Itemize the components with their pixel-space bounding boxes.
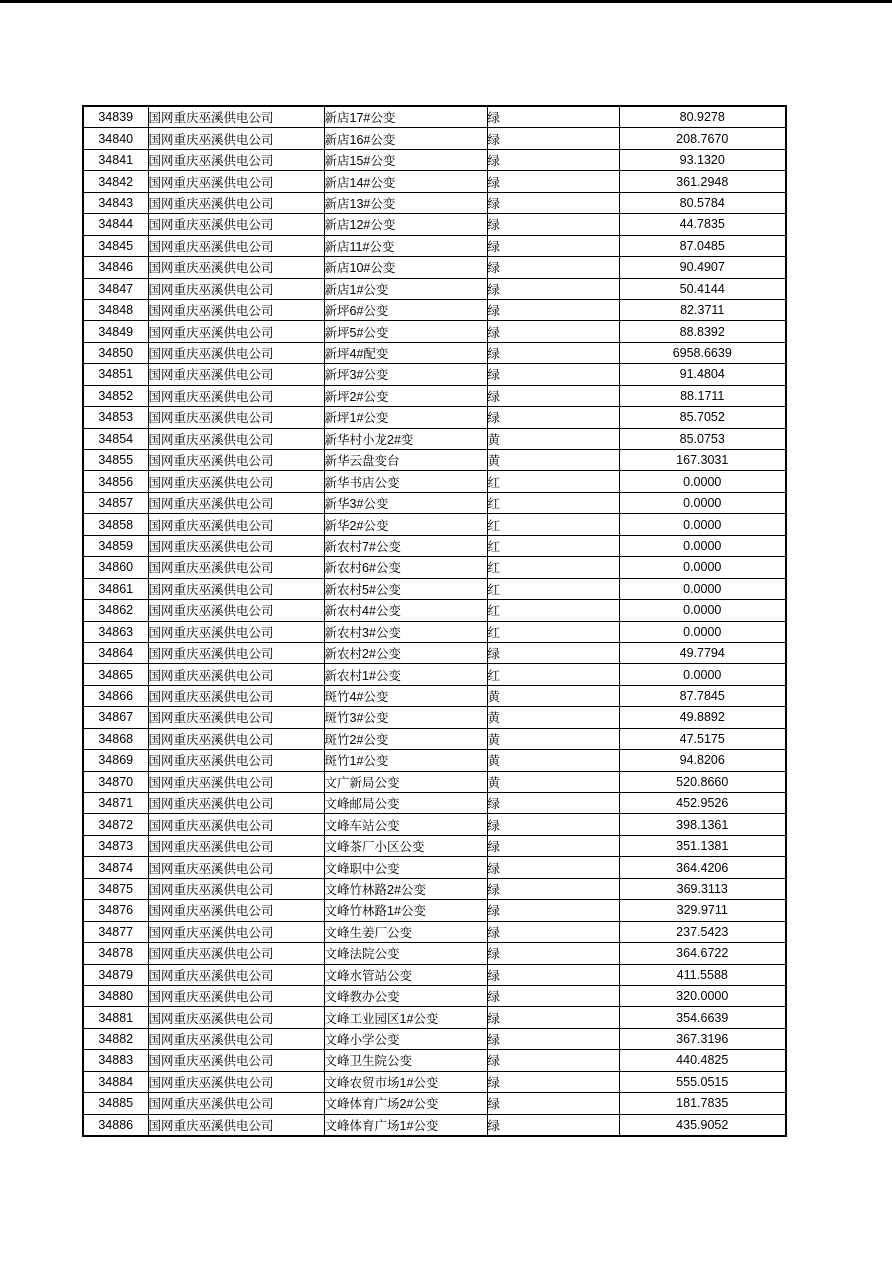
- cell-company: 国网重庆巫溪供电公司: [148, 364, 324, 385]
- cell-value: 411.5588: [619, 964, 786, 985]
- cell-value: 49.7794: [619, 642, 786, 663]
- cell-station: 文峰职中公变: [324, 857, 487, 878]
- data-table: [82, 105, 787, 1137]
- cell-station: 文峰卫生院公变: [324, 1050, 487, 1071]
- cell-status: 绿: [487, 900, 619, 921]
- table-row: [83, 299, 786, 320]
- cell-value: 435.9052: [619, 1114, 786, 1136]
- cell-company: 国网重庆巫溪供电公司: [148, 578, 324, 599]
- cell-id: 34879: [83, 964, 148, 985]
- cell-station: 新店14#公变: [324, 171, 487, 192]
- cell-id: 34867: [83, 707, 148, 728]
- cell-station: 斑竹3#公变: [324, 707, 487, 728]
- cell-status: 绿: [487, 171, 619, 192]
- table-row: [83, 385, 786, 406]
- cell-station: 新华2#公变: [324, 514, 487, 535]
- table-row: [83, 514, 786, 535]
- cell-company: 国网重庆巫溪供电公司: [148, 1028, 324, 1049]
- cell-company: 国网重庆巫溪供电公司: [148, 149, 324, 170]
- cell-value: 237.5423: [619, 921, 786, 942]
- table-body: [83, 106, 786, 1136]
- cell-status: 绿: [487, 214, 619, 235]
- cell-value: 50.4144: [619, 278, 786, 299]
- cell-value: 88.1711: [619, 385, 786, 406]
- cell-station: 新坪6#公变: [324, 299, 487, 320]
- cell-value: 452.9526: [619, 793, 786, 814]
- cell-value: 85.7052: [619, 407, 786, 428]
- cell-value: 0.0000: [619, 514, 786, 535]
- cell-status: 绿: [487, 299, 619, 320]
- cell-station: 文峰体育广场1#公变: [324, 1114, 487, 1136]
- table-row: [83, 450, 786, 471]
- cell-company: 国网重庆巫溪供电公司: [148, 707, 324, 728]
- cell-id: 34848: [83, 299, 148, 320]
- cell-id: 34853: [83, 407, 148, 428]
- cell-company: 国网重庆巫溪供电公司: [148, 835, 324, 856]
- table-row: [83, 471, 786, 492]
- cell-value: 0.0000: [619, 557, 786, 578]
- cell-company: 国网重庆巫溪供电公司: [148, 642, 324, 663]
- cell-company: 国网重庆巫溪供电公司: [148, 428, 324, 449]
- cell-company: 国网重庆巫溪供电公司: [148, 471, 324, 492]
- data-table-wrap: [82, 105, 787, 1137]
- cell-company: 国网重庆巫溪供电公司: [148, 857, 324, 878]
- cell-status: 红: [487, 492, 619, 513]
- cell-value: 0.0000: [619, 621, 786, 642]
- cell-status: 绿: [487, 1007, 619, 1028]
- cell-value: 91.4804: [619, 364, 786, 385]
- cell-value: 361.2948: [619, 171, 786, 192]
- cell-value: 369.3113: [619, 878, 786, 899]
- table-row: [83, 128, 786, 149]
- cell-station: 斑竹4#公变: [324, 685, 487, 706]
- cell-value: 351.1381: [619, 835, 786, 856]
- cell-company: 国网重庆巫溪供电公司: [148, 664, 324, 685]
- cell-company: 国网重庆巫溪供电公司: [148, 128, 324, 149]
- cell-id: 34859: [83, 535, 148, 556]
- table-row: [83, 578, 786, 599]
- cell-station: 新店13#公变: [324, 192, 487, 213]
- cell-station: 新农村2#公变: [324, 642, 487, 663]
- cell-id: 34849: [83, 321, 148, 342]
- cell-company: 国网重庆巫溪供电公司: [148, 728, 324, 749]
- cell-status: 绿: [487, 321, 619, 342]
- cell-status: 绿: [487, 1050, 619, 1071]
- cell-status: 绿: [487, 1028, 619, 1049]
- cell-id: 34857: [83, 492, 148, 513]
- cell-value: 555.0515: [619, 1071, 786, 1092]
- cell-id: 34883: [83, 1050, 148, 1071]
- cell-company: 国网重庆巫溪供电公司: [148, 492, 324, 513]
- cell-id: 34864: [83, 642, 148, 663]
- table-row: [83, 428, 786, 449]
- cell-id: 34876: [83, 900, 148, 921]
- cell-value: 80.5784: [619, 192, 786, 213]
- cell-station: 新店15#公变: [324, 149, 487, 170]
- cell-company: 国网重庆巫溪供电公司: [148, 1050, 324, 1071]
- table-row: [83, 235, 786, 256]
- cell-status: 红: [487, 578, 619, 599]
- cell-company: 国网重庆巫溪供电公司: [148, 1093, 324, 1114]
- cell-station: 新店12#公变: [324, 214, 487, 235]
- table-row: [83, 214, 786, 235]
- cell-status: 红: [487, 621, 619, 642]
- table-row: [83, 535, 786, 556]
- cell-company: 国网重庆巫溪供电公司: [148, 535, 324, 556]
- cell-value: 208.7670: [619, 128, 786, 149]
- cell-company: 国网重庆巫溪供电公司: [148, 557, 324, 578]
- cell-station: 新店10#公变: [324, 257, 487, 278]
- cell-value: 0.0000: [619, 600, 786, 621]
- cell-status: 黄: [487, 450, 619, 471]
- table-row: [83, 407, 786, 428]
- table-row: [83, 857, 786, 878]
- cell-station: 文峰工业园区1#公变: [324, 1007, 487, 1028]
- cell-station: 文峰生姜厂公变: [324, 921, 487, 942]
- cell-id: 34860: [83, 557, 148, 578]
- cell-id: 34841: [83, 149, 148, 170]
- cell-company: 国网重庆巫溪供电公司: [148, 964, 324, 985]
- cell-id: 34850: [83, 342, 148, 363]
- cell-status: 绿: [487, 235, 619, 256]
- cell-company: 国网重庆巫溪供电公司: [148, 450, 324, 471]
- cell-value: 398.1361: [619, 814, 786, 835]
- cell-status: 绿: [487, 642, 619, 663]
- cell-company: 国网重庆巫溪供电公司: [148, 1114, 324, 1136]
- cell-value: 364.4206: [619, 857, 786, 878]
- cell-id: 34863: [83, 621, 148, 642]
- cell-id: 34874: [83, 857, 148, 878]
- cell-station: 文峰法院公变: [324, 943, 487, 964]
- cell-station: 文峰邮局公变: [324, 793, 487, 814]
- cell-station: 新店11#公变: [324, 235, 487, 256]
- cell-station: 新坪2#公变: [324, 385, 487, 406]
- cell-status: 红: [487, 535, 619, 556]
- cell-id: 34871: [83, 793, 148, 814]
- cell-status: 绿: [487, 192, 619, 213]
- cell-id: 34840: [83, 128, 148, 149]
- cell-company: 国网重庆巫溪供电公司: [148, 900, 324, 921]
- cell-company: 国网重庆巫溪供电公司: [148, 1007, 324, 1028]
- cell-value: 47.5175: [619, 728, 786, 749]
- cell-company: 国网重庆巫溪供电公司: [148, 750, 324, 771]
- cell-station: 新坪1#公变: [324, 407, 487, 428]
- cell-station: 新农村5#公变: [324, 578, 487, 599]
- cell-station: 文峰竹林路1#公变: [324, 900, 487, 921]
- cell-value: 364.6722: [619, 943, 786, 964]
- table-row: [83, 1050, 786, 1071]
- cell-company: 国网重庆巫溪供电公司: [148, 600, 324, 621]
- cell-id: 34885: [83, 1093, 148, 1114]
- table-row: [83, 278, 786, 299]
- table-row: [83, 835, 786, 856]
- cell-company: 国网重庆巫溪供电公司: [148, 771, 324, 792]
- cell-company: 国网重庆巫溪供电公司: [148, 407, 324, 428]
- table-row: [83, 192, 786, 213]
- cell-value: 90.4907: [619, 257, 786, 278]
- cell-id: 34865: [83, 664, 148, 685]
- cell-station: 文峰小学公变: [324, 1028, 487, 1049]
- cell-value: 82.3711: [619, 299, 786, 320]
- table-row: [83, 1028, 786, 1049]
- cell-company: 国网重庆巫溪供电公司: [148, 299, 324, 320]
- cell-station: 文广新局公变: [324, 771, 487, 792]
- cell-id: 34856: [83, 471, 148, 492]
- cell-id: 34845: [83, 235, 148, 256]
- cell-status: 红: [487, 514, 619, 535]
- cell-status: 黄: [487, 728, 619, 749]
- table-row: [83, 943, 786, 964]
- cell-status: 绿: [487, 128, 619, 149]
- table-row: [83, 728, 786, 749]
- cell-value: 329.9711: [619, 900, 786, 921]
- cell-company: 国网重庆巫溪供电公司: [148, 214, 324, 235]
- cell-id: 34839: [83, 106, 148, 128]
- cell-company: 国网重庆巫溪供电公司: [148, 514, 324, 535]
- cell-station: 新坪5#公变: [324, 321, 487, 342]
- cell-company: 国网重庆巫溪供电公司: [148, 921, 324, 942]
- cell-id: 34852: [83, 385, 148, 406]
- cell-status: 绿: [487, 921, 619, 942]
- cell-status: 绿: [487, 1114, 619, 1136]
- cell-station: 新店16#公变: [324, 128, 487, 149]
- cell-value: 49.8892: [619, 707, 786, 728]
- table-row: [83, 964, 786, 985]
- cell-value: 0.0000: [619, 492, 786, 513]
- cell-id: 34847: [83, 278, 148, 299]
- cell-station: 文峰茶厂小区公变: [324, 835, 487, 856]
- cell-station: 新农村4#公变: [324, 600, 487, 621]
- table-row: [83, 707, 786, 728]
- table-row: [83, 921, 786, 942]
- cell-company: 国网重庆巫溪供电公司: [148, 342, 324, 363]
- cell-company: 国网重庆巫溪供电公司: [148, 192, 324, 213]
- cell-status: 绿: [487, 814, 619, 835]
- cell-value: 85.0753: [619, 428, 786, 449]
- cell-station: 新店17#公变: [324, 106, 487, 128]
- table-row: [83, 106, 786, 128]
- cell-station: 文峰体育广场2#公变: [324, 1093, 487, 1114]
- table-row: [83, 149, 786, 170]
- cell-status: 绿: [487, 943, 619, 964]
- table-row: [83, 492, 786, 513]
- cell-status: 绿: [487, 407, 619, 428]
- cell-value: 80.9278: [619, 106, 786, 128]
- table-row: [83, 814, 786, 835]
- table-row: [83, 557, 786, 578]
- table-row: [83, 642, 786, 663]
- cell-value: 0.0000: [619, 471, 786, 492]
- cell-company: 国网重庆巫溪供电公司: [148, 685, 324, 706]
- cell-company: 国网重庆巫溪供电公司: [148, 257, 324, 278]
- cell-status: 红: [487, 557, 619, 578]
- table-row: [83, 1007, 786, 1028]
- cell-value: 94.8206: [619, 750, 786, 771]
- cell-value: 87.0485: [619, 235, 786, 256]
- table-row: [83, 171, 786, 192]
- cell-company: 国网重庆巫溪供电公司: [148, 793, 324, 814]
- table-row: [83, 600, 786, 621]
- cell-value: 0.0000: [619, 535, 786, 556]
- cell-id: 34873: [83, 835, 148, 856]
- cell-station: 文峰教办公变: [324, 985, 487, 1006]
- cell-company: 国网重庆巫溪供电公司: [148, 985, 324, 1006]
- cell-status: 绿: [487, 964, 619, 985]
- cell-id: 34858: [83, 514, 148, 535]
- cell-station: 新店1#公变: [324, 278, 487, 299]
- cell-status: 绿: [487, 985, 619, 1006]
- cell-value: 440.4825: [619, 1050, 786, 1071]
- cell-status: 绿: [487, 364, 619, 385]
- cell-status: 绿: [487, 835, 619, 856]
- cell-status: 绿: [487, 1071, 619, 1092]
- table-row: [83, 793, 786, 814]
- cell-value: 6958.6639: [619, 342, 786, 363]
- cell-status: 绿: [487, 342, 619, 363]
- table-row: [83, 685, 786, 706]
- cell-id: 34842: [83, 171, 148, 192]
- table-row: [83, 1071, 786, 1092]
- table-row: [83, 750, 786, 771]
- cell-status: 绿: [487, 106, 619, 128]
- cell-company: 国网重庆巫溪供电公司: [148, 621, 324, 642]
- table-row: [83, 1093, 786, 1114]
- cell-status: 黄: [487, 428, 619, 449]
- cell-id: 34872: [83, 814, 148, 835]
- cell-station: 新华云盘变台: [324, 450, 487, 471]
- cell-value: 88.8392: [619, 321, 786, 342]
- cell-station: 新华书店公变: [324, 471, 487, 492]
- cell-company: 国网重庆巫溪供电公司: [148, 106, 324, 128]
- cell-company: 国网重庆巫溪供电公司: [148, 235, 324, 256]
- cell-station: 新华3#公变: [324, 492, 487, 513]
- cell-value: 0.0000: [619, 664, 786, 685]
- cell-status: 绿: [487, 257, 619, 278]
- cell-station: 文峰农贸市场1#公变: [324, 1071, 487, 1092]
- cell-status: 绿: [487, 793, 619, 814]
- cell-value: 0.0000: [619, 578, 786, 599]
- table-row: [83, 621, 786, 642]
- cell-id: 34870: [83, 771, 148, 792]
- cell-id: 34875: [83, 878, 148, 899]
- cell-id: 34877: [83, 921, 148, 942]
- cell-value: 367.3196: [619, 1028, 786, 1049]
- cell-id: 34884: [83, 1071, 148, 1092]
- cell-id: 34843: [83, 192, 148, 213]
- cell-value: 320.0000: [619, 985, 786, 1006]
- cell-id: 34854: [83, 428, 148, 449]
- top-rule: [0, 0, 892, 3]
- cell-value: 520.8660: [619, 771, 786, 792]
- cell-station: 文峰车站公变: [324, 814, 487, 835]
- cell-status: 红: [487, 600, 619, 621]
- table-row: [83, 257, 786, 278]
- cell-status: 黄: [487, 771, 619, 792]
- cell-status: 绿: [487, 149, 619, 170]
- cell-status: 红: [487, 471, 619, 492]
- table-row: [83, 771, 786, 792]
- cell-station: 新农村6#公变: [324, 557, 487, 578]
- table-row: [83, 364, 786, 385]
- cell-company: 国网重庆巫溪供电公司: [148, 278, 324, 299]
- cell-status: 黄: [487, 750, 619, 771]
- cell-station: 文峰水管站公变: [324, 964, 487, 985]
- cell-status: 绿: [487, 878, 619, 899]
- cell-station: 文峰竹林路2#公变: [324, 878, 487, 899]
- cell-station: 新华村小龙2#变: [324, 428, 487, 449]
- cell-company: 国网重庆巫溪供电公司: [148, 321, 324, 342]
- cell-company: 国网重庆巫溪供电公司: [148, 1071, 324, 1092]
- cell-value: 181.7835: [619, 1093, 786, 1114]
- cell-value: 167.3031: [619, 450, 786, 471]
- cell-id: 34862: [83, 600, 148, 621]
- cell-id: 34880: [83, 985, 148, 1006]
- cell-company: 国网重庆巫溪供电公司: [148, 943, 324, 964]
- table-row: [83, 985, 786, 1006]
- cell-station: 新农村1#公变: [324, 664, 487, 685]
- cell-id: 34869: [83, 750, 148, 771]
- cell-station: 新坪4#配变: [324, 342, 487, 363]
- cell-status: 红: [487, 664, 619, 685]
- table-row: [83, 321, 786, 342]
- cell-status: 绿: [487, 1093, 619, 1114]
- cell-station: 新农村3#公变: [324, 621, 487, 642]
- cell-station: 新农村7#公变: [324, 535, 487, 556]
- cell-id: 34881: [83, 1007, 148, 1028]
- cell-id: 34878: [83, 943, 148, 964]
- table-row: [83, 900, 786, 921]
- cell-company: 国网重庆巫溪供电公司: [148, 814, 324, 835]
- cell-company: 国网重庆巫溪供电公司: [148, 171, 324, 192]
- cell-id: 34855: [83, 450, 148, 471]
- table-row: [83, 878, 786, 899]
- cell-station: 斑竹2#公变: [324, 728, 487, 749]
- cell-id: 34886: [83, 1114, 148, 1136]
- cell-id: 34846: [83, 257, 148, 278]
- cell-company: 国网重庆巫溪供电公司: [148, 878, 324, 899]
- table-row: [83, 1114, 786, 1136]
- cell-id: 34882: [83, 1028, 148, 1049]
- cell-value: 44.7835: [619, 214, 786, 235]
- cell-id: 34844: [83, 214, 148, 235]
- cell-status: 绿: [487, 857, 619, 878]
- cell-status: 黄: [487, 685, 619, 706]
- cell-value: 87.7845: [619, 685, 786, 706]
- table-row: [83, 342, 786, 363]
- cell-value: 93.1320: [619, 149, 786, 170]
- cell-company: 国网重庆巫溪供电公司: [148, 385, 324, 406]
- cell-id: 34851: [83, 364, 148, 385]
- cell-station: 斑竹1#公变: [324, 750, 487, 771]
- cell-id: 34861: [83, 578, 148, 599]
- cell-id: 34868: [83, 728, 148, 749]
- cell-station: 新坪3#公变: [324, 364, 487, 385]
- cell-status: 绿: [487, 278, 619, 299]
- cell-id: 34866: [83, 685, 148, 706]
- cell-status: 绿: [487, 385, 619, 406]
- cell-value: 354.6639: [619, 1007, 786, 1028]
- table-row: [83, 664, 786, 685]
- cell-status: 黄: [487, 707, 619, 728]
